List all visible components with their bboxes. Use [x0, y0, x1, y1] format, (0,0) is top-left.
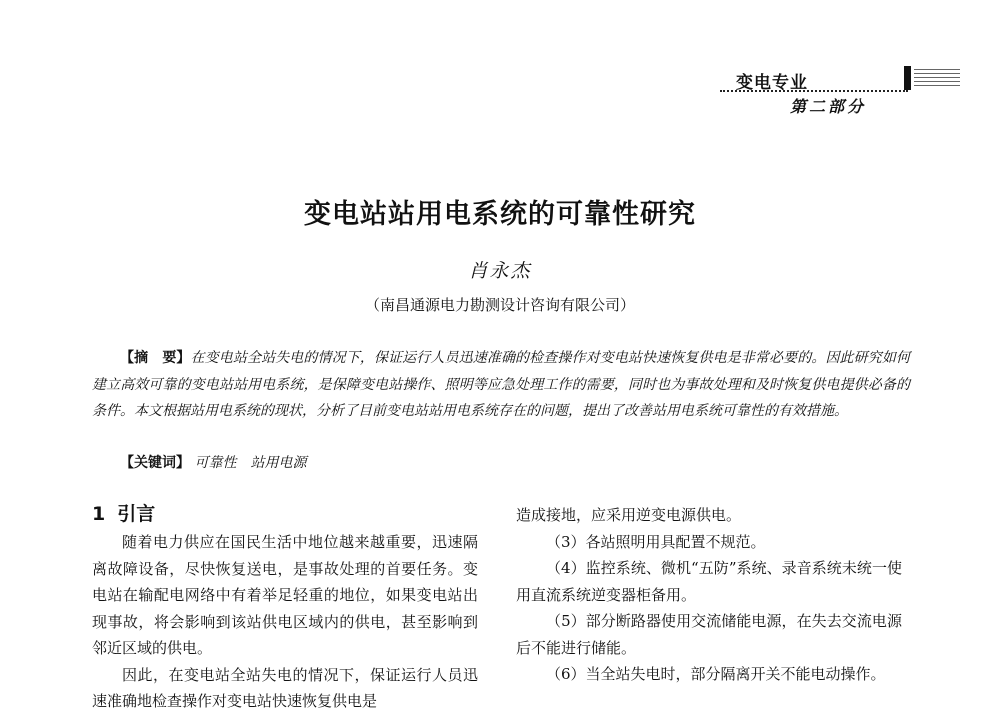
section-heading — [92, 499, 155, 526]
paper-title: 变电站站用电系统的可靠性研究 — [304, 199, 696, 230]
right-column — [516, 502, 902, 688]
header-dotted-rule — [720, 90, 908, 92]
keyword: 站用电源 — [250, 455, 307, 471]
list-item: （5）部分断路器使用交流储能电源，在失去交流电源后不能进行储能。 — [516, 612, 902, 657]
list-item: （3）各站照明用具配置不规范。 — [546, 532, 766, 551]
section-sub-label: 第二部分 — [790, 97, 867, 116]
corner-bar — [904, 66, 911, 90]
keyword: 可靠性 — [194, 455, 237, 471]
list-item: （4）监控系统、微机“五防”系统、录音系统未统一使用直流系统逆变器柜备用。 — [516, 559, 902, 604]
affiliation: （南昌通源电力勘测设计咨询有限公司） — [364, 296, 635, 314]
left-column — [92, 529, 478, 715]
keywords — [120, 450, 320, 476]
paragraph-continuation: 造成接地，应采用逆变电源供电。 — [516, 506, 742, 524]
abstract — [92, 345, 910, 425]
abstract-text: 在变电站全站失电的情况下，保证运行人员迅速准确的检查操作对变电站快速恢复供电是非常必要的。因此研究如何建立高效可靠的变电站站用电系统，是保障变电站操作、照明等应急处理工作的需要，同时也为事故处理和及时恢复供电提供必备的条件。本文根据站用电系统的现状，分析了目前变电站站用电系统存在的问题，提出了改善站用电系统可靠性的有效措施。 — [92, 350, 910, 419]
paragraph: 因此，在变电站全站失电的情况下，保证运行人员迅速准确地检查操作对变电站快速恢复供电是 — [92, 665, 478, 710]
author: 肖永杰 — [468, 260, 532, 282]
section-label: 变电专业 — [736, 73, 808, 93]
section-number: 1 — [92, 503, 106, 525]
paragraph: 随着电力供应在国民生活中地位越来越重要，迅速隔离故障设备，尽快恢复送电，是事故处理的首要任务。变电站在输配电网络中有着举足轻重的地位，如果变电站出现事故，将会影响到该站供电区域内的供电，甚至影响到邻近区域的供电。 — [92, 533, 478, 657]
corner-lines — [914, 69, 960, 87]
keywords-label: 【关键词】 — [120, 455, 190, 471]
list-item: （6）当全站失电时，部分隔离开关不能电动操作。 — [546, 665, 886, 683]
abstract-label: 【摘 要】 — [120, 350, 191, 366]
corner-mark-icon — [904, 66, 960, 90]
section-title: 引言 — [117, 503, 156, 525]
